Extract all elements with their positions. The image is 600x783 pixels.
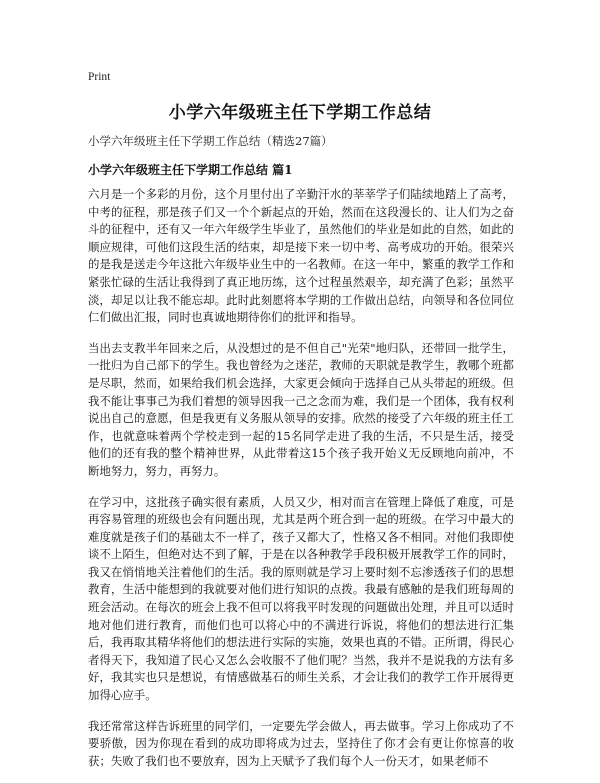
document-title: 小学六年级班主任下学期工作总结 xyxy=(168,103,432,123)
document-subtitle: 小学六年级班主任下学期工作总结（精选27篇） xyxy=(88,134,333,148)
paragraph-1: 六月是一个多彩的月份，这个月里付出了辛勤汗水的莘莘学子们陆续地踏上了高考，中考的征程，那是孩子们又一个个新起点的开始，然而在这段漫长的、让人们为之奋斗的征程中，还有又一年六年级学生毕业了，虽然他们的毕业是如此的自然，如此的顺应规律，可他们这段生活的结束，却是接下来一切中考、高考成功的开始。很荣兴的是我是送走今年这批六年级毕业生中的一名教师。在这一年中，繁重的教学工作和紧张忙碌的生活让我得到了真正地历练，这个过程虽然艰辛，却充满了色彩；虽然平淡，却足以让我不能忘却。此时此刻愿将本学期的工作做出总结，向领导和各位同位仁们做出汇报，同时也真诚地期待你们的批评和指导。 xyxy=(88,187,514,325)
section-heading: 小学六年级班主任下学期工作总结 篇1 xyxy=(88,163,293,177)
paragraph-4: 我还常常这样告诉班里的同学们，一定要先学会做人，再去做事。学习上你成功了不要骄傲，因为你现在看到的成功即将成为过去，坚持住了你才会有更让你惊喜的收获；失败了我们也不要放弃，因为上天赋予了我们每个人一份天才，如果老师不 xyxy=(88,718,514,768)
paragraph-3: 在学习中，这批孩子确实很有素质，人员又少，相对而言在管理上降低了难度，可是再容易管理的班级也会有问题出现，尤其是两个班合到一起的班级。在学习中最大的难度就是孩子们的基础太不一样了，孩子又都大了，性格又各不相同。对他们我即使谈不上陌生，但绝对达不到了解，于是在以各种教学手段积极开展教学工作的同时，我又在悄悄地关注着他们的生活。我的原则就是学习上要时刻不忘渗透孩子们的思想教育，生活中能想到的我就要对他们进行知识的点拨。我最有感触的是我们班每周的班会活动。在每次的班会上我不但可以将我平时发现的问题做出处理，并且可以适时地对他们进行教育，而他们也可以将心中的不满进行诉说，将他们的想法进行汇集后，我再取其精华将他们的想法进行实际的实施，效果也真的不错。正所谓，得民心者得天下，我知道了民心又怎么会收服不了他们呢？当然，我并不是说我的方法有多好，我其实也只是想说，有情感做基石的师生关系，才会让我们的教学工作开展得更加得心应手。 xyxy=(88,494,514,703)
print-link[interactable]: Print xyxy=(88,71,111,83)
document-body xyxy=(88,186,514,783)
paragraph-2: 当出去支教半年回来之后，从没想过的是不但自己"光荣"地归队，还带回一批学生，一批归为自己部下的学生。我也曾经为之迷茫，教师的天职就是教学生，教哪个班都是尽职，然而，如果给我们机会选择，大家更会倾向于选择自己从头带起的班级。但我不能让事事己为我们着想的领导因我一己之念而为难，我们是一个团体，我有权利说出自己的意愿，但是我更有义务服从领导的安排。欣然的接受了六年级的班主任工作，也就意味着两个学校走到一起的15名同学走进了我的生活，不只是生活，接受他们的还有我的整个精神世界，从此带着这15个孩子我开始义无反顾地向前冲，不断地努力，努力，再努力。 xyxy=(88,340,514,478)
